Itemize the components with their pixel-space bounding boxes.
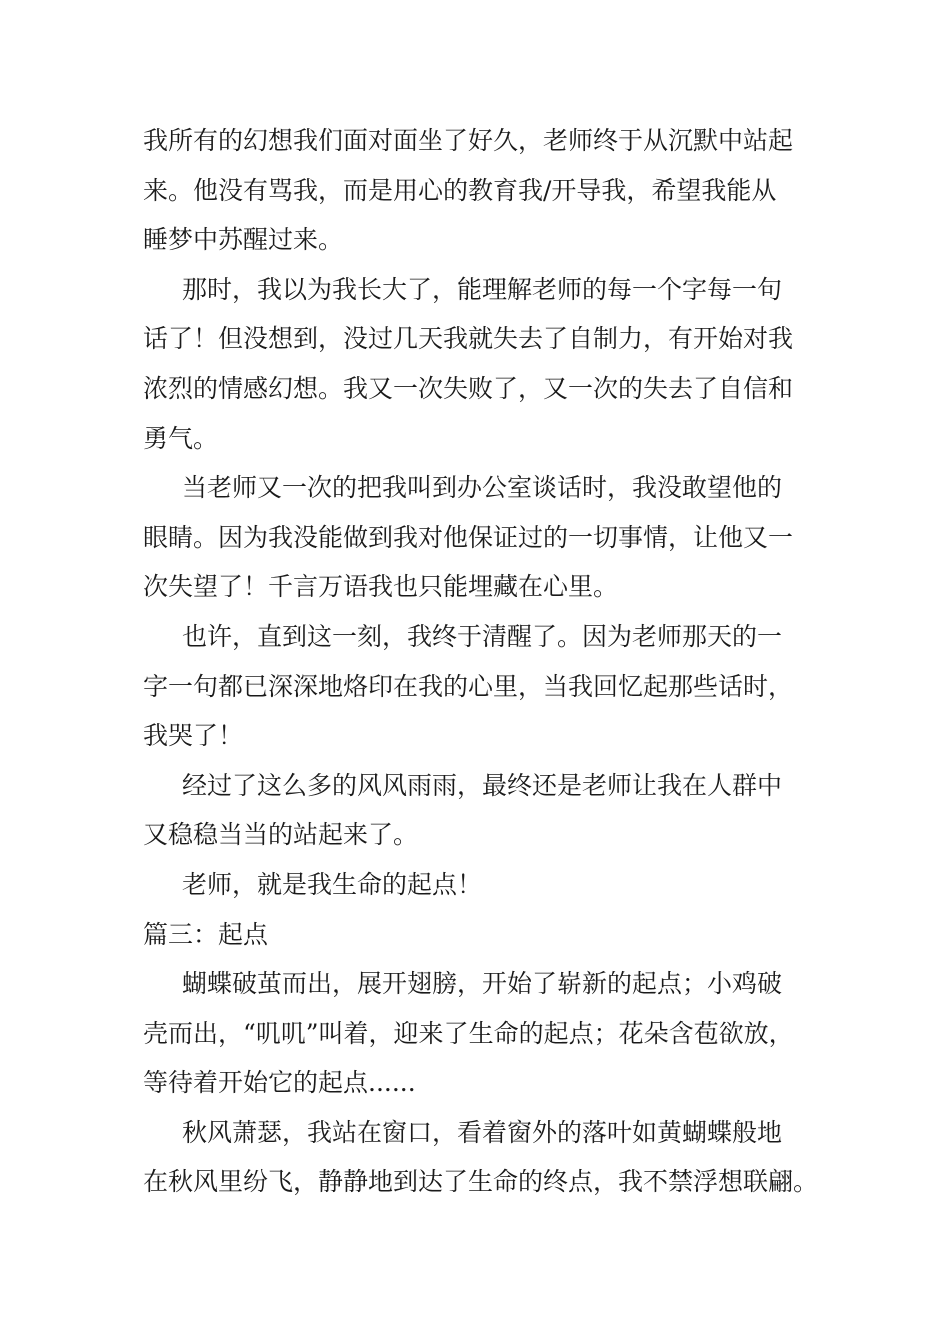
text-line: 在秋风里纷飞，静静地到达了生命的终点，我不禁浮想联翩。 (143, 1167, 819, 1197)
text-line: 蝴蝶破茧而出，展开翅膀，开始了崭新的起点；小鸡破 (182, 969, 783, 999)
text-line: 我哭了！ (143, 721, 244, 751)
text-line: 话了！但没想到，没过几天我就失去了自制力，有开始对我 (143, 324, 794, 354)
text-line: 我所有的幻想我们面对面坐了好久，老师终于从沉默中站起 (143, 126, 794, 155)
section-heading: 篇三：起点 (143, 919, 269, 949)
text-line: 睡梦中苏醒过来。 (143, 225, 344, 255)
text-line: 次失望了！千言万语我也只能埋藏在心里。 (143, 572, 619, 602)
text-line: 等待着开始它的起点...... (143, 1068, 416, 1098)
text-line: 壳而出，“叽叽”叫着，迎来了生命的起点；花朵含苞欲放， (143, 1018, 794, 1048)
text-line: 来。他没有骂我，而是用心的教育我/开导我，希望我能从 (143, 175, 777, 205)
text-line: 也许，直到这一刻，我终于清醒了。因为老师那天的一 (182, 621, 783, 651)
text-line: 那时，我以为我长大了，能理解老师的每一个字每一句 (182, 274, 783, 304)
text-line: 老师，就是我生命的起点！ (182, 869, 483, 899)
text-line: 勇气。 (143, 423, 219, 453)
text-line: 当老师又一次的把我叫到办公室谈话时，我没敢望他的 (182, 473, 783, 503)
text-line: 经过了这么多的风风雨雨，最终还是老师让我在人群中 (182, 770, 783, 800)
document-body (143, 116, 833, 1207)
text-line: 字一句都已深深地烙印在我的心里，当我回忆起那些话时， (143, 671, 794, 701)
text-line: 浓烈的情感幻想。我又一次失败了，又一次的失去了自信和 (143, 373, 794, 403)
text-line: 眼睛。因为我没能做到我对他保证过的一切事情，让他又一 (143, 522, 794, 552)
text-line: 秋风萧瑟，我站在窗口，看着窗外的落叶如黄蝴蝶般地 (182, 1117, 783, 1147)
text-line: 又稳稳当当的站起来了。 (143, 820, 419, 850)
